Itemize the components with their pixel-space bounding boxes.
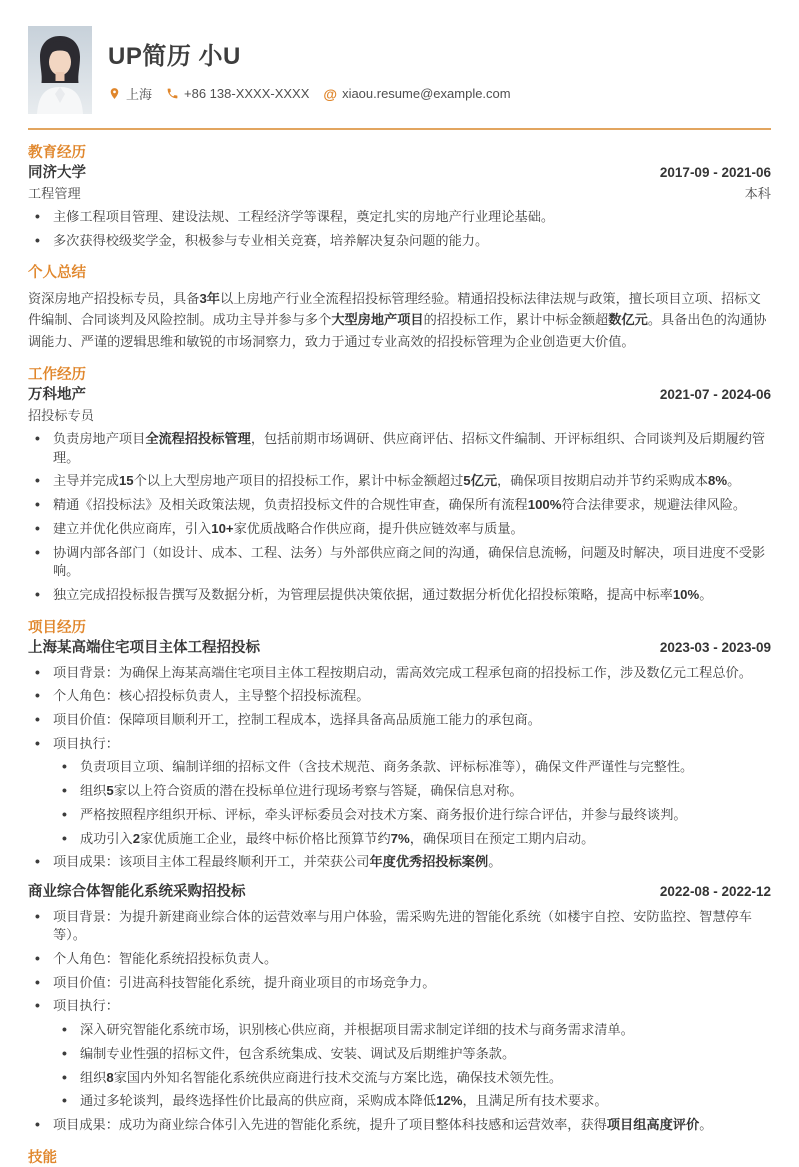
text-segment: 。 [727,473,741,489]
text-segment: 成功引入 [80,830,133,846]
text-segment: ，确保项目按期启动并节约采购成本 [497,473,709,489]
entry-heading: 上海某高端住宅项目主体工程招投标 [28,640,260,657]
header-info [108,26,511,103]
sub-bullet-item [28,1069,771,1088]
section-title-projects: 项目经历 [28,619,86,636]
text-segment: ，且满足所有技术要求。 [462,1093,608,1109]
bullet-item [28,997,771,1016]
section-title-work: 工作经历 [28,366,86,383]
entry-heading: 同济大学 [28,165,86,182]
text-segment: 。 [488,854,502,870]
text-segment: 个人角色：智能化系统招投标负责人。 [53,950,278,966]
text-segment: 深入研究智能化系统市场，识别核心供应商，并根据项目需求制定详细的技术与商务需求清单。 [80,1022,634,1038]
bullet-list [28,430,771,605]
entry-date: 2021-07 - 2024-06 [659,387,771,403]
section-title-summary: 个人总结 [28,265,86,282]
text-segment: 项目价值：引进高科技智能化系统，提升商业项目的市场竞争力。 [53,974,436,990]
entry-heading-row [28,387,771,404]
email-text: xiaou.resume@example.com [342,86,511,101]
text-segment: 编制专业性强的招标文件，包含系统集成、安装、调试及后期维护等条款。 [80,1045,516,1061]
text-segment: 项目执行： [53,998,119,1014]
sub-bullet-item [28,1092,771,1111]
text-segment: 负责项目立项、编制详细的招标文件（含技术规范、商务条款、评标标准等），确保文件严谨性与完整性。 [80,759,694,775]
text-segment: 独立完成招投标报告撰写及数据分析，为管理层提供决策依据，通过数据分析优化招投标策略，提高中标率 [53,587,673,602]
text-segment: 符合法律要求，规避法律风险。 [561,497,747,513]
bullet-item [28,664,771,683]
bullet-item [28,544,771,581]
sub-bullet-item [28,806,771,825]
text-segment: 项目价值：保障项目顺利开工，控制工程成本，选择具备高品质施工能力的承包商。 [53,711,541,727]
text-segment: 组织 [80,783,107,799]
location-pin-icon [108,87,121,100]
resume-sections [28,145,771,1167]
highlight-text: 5亿元 [463,473,498,489]
phone-icon [166,87,179,100]
resume-header [28,0,771,114]
bullet-item [28,496,771,515]
bullet-item [28,950,771,969]
bullet-item [28,1116,771,1135]
bullet-list [28,664,771,873]
entry-heading-row [28,640,771,657]
text-segment: 项目背景：为提升新建商业综合体的运营效率与用户体验，需采购先进的智能化系统（如楼宇自控、安防监控、智慧停车等）。 [53,908,752,943]
text-segment: 主修工程项目管理、建设法规、工程经济学等课程，奠定扎实的房地产行业理论基础。 [53,208,555,224]
text-segment: ，确保项目在预定工期内启动。 [409,830,595,846]
summary-paragraph [28,288,771,352]
candidate-name: UP简历 小U [108,43,241,70]
sub-bullet-item [28,782,771,801]
text-segment: 协调内部各部门（如设计、成本、工程、法务）与外部供应商之间的沟通，确保信息流畅，问题及时解决，项目进度不受影响。 [53,544,766,579]
entry-date: 2022-08 - 2022-12 [659,884,771,900]
highlight-text: 5 [106,783,114,799]
text-segment: 个人角色：核心招投标负责人，主导整个招投标流程。 [53,688,370,704]
text-segment: 家国内外知名智能化系统供应商进行技术交流与方案比选，确保技术领先性。 [113,1069,563,1085]
text-segment: 严格按照程序组织开标、评标，牵头评标委员会对技术方案、商务报价进行综合评估，并参与最终谈判。 [80,806,687,822]
text-segment: 家优质战略合作供应商，提升供应链效率与质量。 [233,520,524,536]
highlight-text: 10% [672,587,700,602]
text-segment: 主导并完成 [53,473,119,489]
text-segment: 项目执行： [53,735,119,751]
entry-heading-row [28,884,771,901]
phone-text: +86 138-XXXX-XXXX [184,86,310,101]
highlight-text: 3年 [199,290,220,306]
highlight-text: 10+ [211,520,234,536]
entry-degree: 本科 [744,185,771,201]
highlight-text: 100% [527,497,562,513]
highlight-text: 8 [106,1069,114,1085]
entry-date: 2023-03 - 2023-09 [659,640,771,656]
highlight-text: 7% [390,830,410,846]
bullet-list [28,908,771,1135]
highlight-text: 项目组高度评价 [606,1117,700,1133]
bullet-item [28,735,771,754]
bullet-item [28,586,771,605]
text-segment: ，包括前期市场调研、供应商评估、招标文件编制、开评标组织、合同谈判及后期履约管理。 [53,430,766,465]
bullet-item [28,711,771,730]
highlight-text: 12% [436,1093,463,1109]
sub-bullet-item [28,1045,771,1064]
text-segment: 建立并优化供应商库，引入 [53,520,212,536]
text-segment: 。 [699,587,713,602]
text-segment: 项目成果：该项目主体工程最终顺利开工，并荣获公司 [53,854,370,870]
bullet-item [28,520,771,539]
highlight-text: 2 [132,830,141,846]
text-segment: 。 [699,1117,713,1133]
contact-row [108,84,511,103]
text-segment: 负责房地产项目 [53,430,146,446]
highlight-text: 数亿元 [608,312,648,328]
text-segment: 以上房地产行业全流程招投标管理经验。精通招投标法律法规与政策，擅长项目立项、招标文件编制、合同谈判及风险控制。成功主导并参与多个 [28,290,761,328]
text-segment: 家优质施工企业，最终中标价格比预算节约 [140,830,391,846]
sub-bullet-item [28,758,771,777]
text-segment: 精通《招投标法》及相关政策法规，负责招投标文件的合规性审查，确保所有流程 [53,497,528,513]
text-segment: 项目背景：为确保上海某高端住宅项目主体工程按期启动，需高效完成工程承包商的招投标工作，涉及数亿元工程总价。 [53,664,752,680]
bullet-item [28,232,771,251]
entry-subheading-row [28,185,771,202]
text-segment: 的招投标工作，累计中标金额超 [423,312,609,328]
profile-photo-illustration [28,26,92,114]
section-work [28,367,771,605]
section-title-education: 教育经历 [28,145,86,161]
text-segment: 资深房地产招投标专员，具备 [28,290,200,306]
sub-bullet-item [28,1021,771,1040]
bullet-list [28,208,771,250]
text-segment: 项目成果：成功为商业综合体引入先进的智能化系统，提升了项目整体科技感和运营效率，获得 [53,1117,607,1133]
section-skills [28,1150,771,1167]
bullet-item [28,974,771,993]
at-sign-icon: @ [323,85,338,102]
section-education [28,145,771,250]
sub-bullet-item [28,830,771,849]
highlight-text: 全流程招投标管理 [145,430,251,446]
highlight-text: 大型房地产项目 [331,312,424,328]
highlight-text: 8% [708,473,728,489]
bullet-item [28,430,771,467]
highlight-text: 年度优秀招投标案例 [369,854,489,870]
location-text: 上海 [126,87,153,102]
entry-date: 2017-09 - 2021-06 [659,165,771,181]
entry-heading-row [28,165,771,182]
entry-subheading-row [28,407,771,424]
entry-heading: 万科地产 [28,387,86,404]
entry-subheading: 工程管理 [28,185,81,201]
text-segment: 个以上大型房地产项目的招投标工作，累计中标金额超过 [133,473,464,489]
text-segment: 通过多轮谈判，最终选择性价比最高的供应商，采购成本降低 [80,1093,437,1109]
text-segment: 多次获得校级奖学金，积极参与专业相关竞赛，培养解决复杂问题的能力。 [53,232,489,248]
bullet-item [28,687,771,706]
section-title-skills: 技能 [28,1149,57,1166]
profile-photo [28,26,92,114]
bullet-item [28,472,771,491]
text-segment: 家以上符合资质的潜在投标单位进行现场考察与答疑，确保信息对称。 [113,783,523,799]
bullet-item [28,853,771,872]
entry-subheading: 招投标专员 [28,407,94,423]
entry-heading: 商业综合体智能化系统采购招投标 [28,884,246,901]
bullet-item [28,908,771,945]
section-projects [28,620,771,1135]
highlight-text: 15 [118,473,134,489]
bullet-item [28,208,771,227]
section-summary [28,265,771,352]
header-divider [28,128,771,130]
text-segment: 组织 [80,1069,107,1085]
text-segment: 。具备出色的沟通协调能力、严谨的逻辑思维和敏锐的市场洞察力，致力于通过专业高效的招投标管理为企业创造更大价值。 [28,312,767,349]
